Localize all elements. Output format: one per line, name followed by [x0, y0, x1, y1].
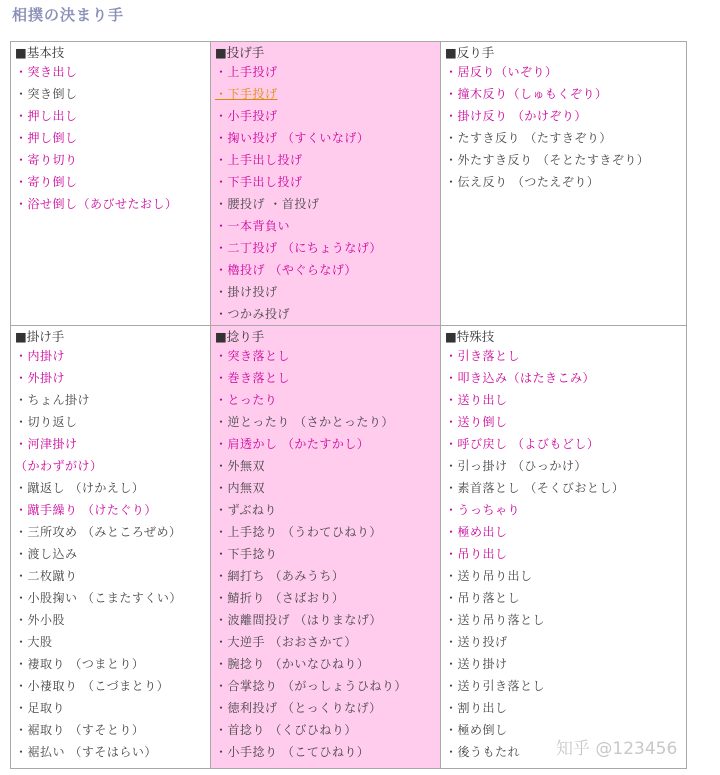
list-item: ・後うもたれ: [445, 745, 521, 759]
list-item: ・極め出し: [445, 525, 508, 539]
list-item: ・足取り: [15, 701, 66, 715]
list-item: ・極め倒し: [445, 723, 508, 737]
list-item: ・浴せ倒し（あびせたおし）: [15, 197, 178, 211]
list-item: ・小手捻り （こてひねり）: [215, 745, 370, 759]
list-item: ・逆とったり （さかとったり）: [215, 415, 394, 429]
technique-list: [445, 61, 682, 193]
list-item: ・吊り落とし: [445, 591, 521, 605]
list-item: ・送り投げ: [445, 635, 508, 649]
list-item: ・掬い投げ （すくいなげ）: [215, 131, 370, 145]
list-item: ・伝え反り （つたえぞり）: [445, 175, 600, 189]
list-item: ・一本背負い: [215, 219, 291, 233]
section-cell-kakete: [11, 326, 211, 769]
section-heading: ■掛け手: [15, 329, 65, 344]
list-item: ・切り返し: [15, 415, 78, 429]
list-item: ・突き落とし: [215, 349, 291, 363]
list-item: ・うっちゃり: [445, 503, 521, 517]
list-item: ・つかみ投げ: [215, 307, 291, 321]
table-row: [11, 42, 687, 326]
page-title: 相撲の決まり手: [12, 6, 125, 24]
list-item: ・呼び戻し （よびもどし）: [445, 437, 600, 451]
section-cell-sorite: [441, 42, 687, 326]
list-item: ・送り倒し: [445, 415, 508, 429]
technique-list: [445, 345, 682, 763]
list-item: ・外小股: [15, 613, 66, 627]
list-item: ・外無双: [215, 459, 266, 473]
list-item: ・巻き落とし: [215, 371, 291, 385]
list-item: ・押し倒し: [15, 131, 78, 145]
list-item: ・ちょん掛け: [15, 393, 91, 407]
list-item: ・腰投げ ・首投げ: [215, 197, 320, 211]
list-item: ・小股掬い （こまたすくい）: [15, 591, 182, 605]
list-item: ・送り出し: [445, 393, 508, 407]
technique-list: [215, 345, 436, 763]
list-item: ・上手投げ: [215, 65, 278, 79]
list-item: ・二丁投げ （にちょうなげ）: [215, 241, 382, 255]
kimarite-table: [10, 41, 687, 769]
list-item: ・送り掛け: [445, 657, 508, 671]
list-item: ・寄り倒し: [15, 175, 78, 189]
section-heading: ■基本技: [15, 45, 65, 60]
list-item: ・吊り出し: [445, 547, 508, 561]
list-item: ・鯖折り （さばおり）: [215, 591, 345, 605]
technique-list: [215, 61, 436, 325]
section-heading: ■反り手: [445, 45, 495, 60]
list-item: ・掛け反り （かけぞり）: [445, 109, 587, 123]
list-item: （かわずがけ）: [15, 459, 103, 473]
list-item: ・網打ち （あみうち）: [215, 569, 345, 583]
list-item: ・内無双: [215, 481, 266, 495]
list-item: ・徳利投げ （とっくりなげ）: [215, 701, 382, 715]
list-item: ・たすき反り （たすきぞり）: [445, 131, 612, 145]
list-item: ・内掛け: [15, 349, 66, 363]
list-item: ・引き落とし: [445, 349, 521, 363]
list-item: ・外たすき反り （そとたすきぞり）: [445, 153, 650, 167]
list-item: ・三所攻め （みところぜめ）: [15, 525, 182, 539]
list-item: ・二枚蹴り: [15, 569, 78, 583]
list-item: ・裾取り （すそとり）: [15, 723, 145, 737]
list-item: ・櫓投げ （やぐらなげ）: [215, 263, 357, 277]
section-cell-kihonwaza: [11, 42, 211, 326]
list-item: ・裾払い （すそはらい）: [15, 745, 157, 759]
list-item: ・突き出し: [15, 65, 78, 79]
list-item: ・叩き込み（はたきこみ）: [445, 371, 596, 385]
list-item: ・ずぶねり: [215, 503, 277, 517]
list-item: ・突き倒し: [15, 87, 78, 101]
section-cell-hinerite: [211, 326, 441, 769]
list-item: ・小褄取り （こづまとり）: [15, 679, 170, 693]
list-item: ・とったり: [215, 393, 278, 407]
list-item: ・上手出し投げ: [215, 153, 303, 167]
list-item: ・合掌捻り （がっしょうひねり）: [215, 679, 407, 693]
list-item: ・送り吊り出し: [445, 569, 533, 583]
list-item: ・素首落とし （そくびおとし）: [445, 481, 625, 495]
list-item: ・外掛け: [15, 371, 66, 385]
section-cell-nagete: [211, 42, 441, 326]
list-item: ・河津掛け: [15, 437, 78, 451]
list-item: ・送り引き落とし: [445, 679, 546, 693]
list-item: ・居反り（いぞり）: [445, 65, 558, 79]
section-heading: ■特殊技: [445, 329, 495, 344]
section-cell-tokushuwaza: [441, 326, 687, 769]
list-item: ・下手出し投げ: [215, 175, 303, 189]
list-item: ・上手捻り （うわてひねり）: [215, 525, 382, 539]
list-item: ・腕捻り （かいなひねり）: [215, 657, 370, 671]
list-item: ・寄り切り: [15, 153, 78, 167]
list-item: ・撞木反り（しゅもくぞり）: [445, 87, 608, 101]
list-item: ・大股: [15, 635, 53, 649]
technique-list: [15, 345, 206, 763]
list-item: ・押し出し: [15, 109, 78, 123]
technique-list: [15, 61, 206, 215]
list-item: ・下手捻り: [215, 547, 278, 561]
section-heading: ■投げ手: [215, 45, 265, 60]
section-heading: ■捻り手: [215, 329, 265, 344]
list-item: ・大逆手 （おおさかて）: [215, 635, 357, 649]
list-item: ・褄取り （つまとり）: [15, 657, 145, 671]
technique-link[interactable]: [215, 83, 436, 105]
list-item: ・掛け投げ: [215, 285, 278, 299]
list-item: ・渡し込み: [15, 547, 78, 561]
list-item: ・送り吊り落とし: [445, 613, 546, 627]
list-item: ・蹴返し （けかえし）: [15, 481, 145, 495]
list-item: ・首捻り （くびひねり）: [215, 723, 357, 737]
list-item: ・肩透かし （かたすかし）: [215, 437, 370, 451]
table-row: [11, 326, 687, 769]
list-item: ・蹴手繰り （けたぐり）: [15, 503, 157, 517]
list-item: ・引っ掛け （ひっかけ）: [445, 459, 587, 473]
list-item: ・割り出し: [445, 701, 508, 715]
list-item: ・波離間投げ （はりまなげ）: [215, 613, 382, 627]
watermark: 知乎 @123456: [556, 739, 678, 759]
technique-link-text[interactable]: ・下手投げ: [215, 87, 278, 101]
list-item: ・小手投げ: [215, 109, 278, 123]
